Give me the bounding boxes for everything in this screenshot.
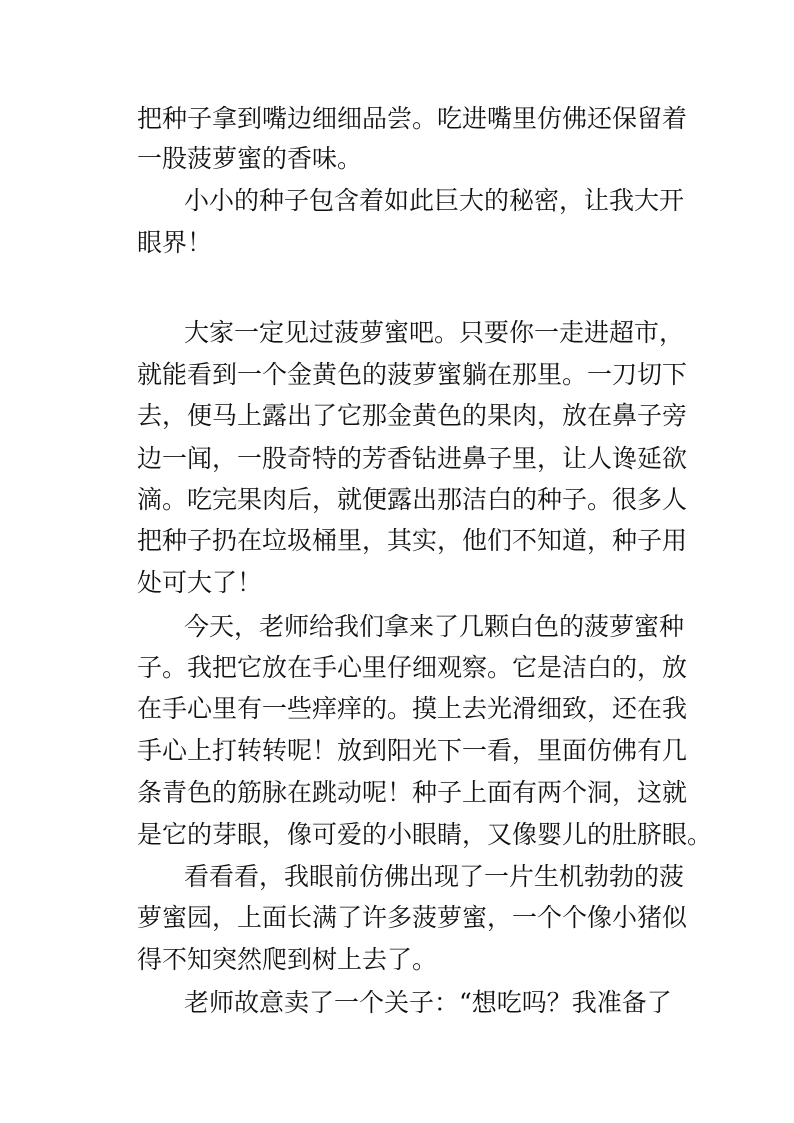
text-line: 条青色的筋脉在跳动呢！种子上面有两个洞，这就 [137, 778, 688, 807]
text-line: 得不知突然爬到树上去了。 [137, 945, 438, 974]
text-line: 眼界！ [137, 228, 213, 257]
text-line: 把种子拿到嘴边细细品尝。吃进嘴里仿佛还保留着 [137, 104, 688, 133]
text-line: 萝蜜园，上面长满了许多菠萝蜜，一个个像小猪似 [137, 903, 688, 932]
text-line: 就能看到一个金黄色的菠萝蜜躺在那里。一刀切下 [137, 360, 688, 389]
text-line: 在手心里有一些痒痒的。摸上去光滑细致，还在我 [137, 694, 688, 723]
text-line: 把种子扔在垃圾桶里，其实，他们不知道，种子用 [137, 526, 688, 555]
text-line: 今天，老师给我们拿来了几颗白色的菠萝蜜种 [184, 612, 685, 641]
text-line: 看看看，我眼前仿佛出现了一片生机勃勃的菠 [184, 862, 685, 891]
text-line: 大家一定见过菠萝蜜吧。只要你一走进超市， [184, 318, 685, 347]
text-line: 去，便马上露出了它那金黄色的果肉，放在鼻子旁 [137, 401, 688, 430]
text-line: 小小的种子包含着如此巨大的秘密，让我大开 [184, 186, 685, 215]
text-line: 边一闻，一股奇特的芳香钻进鼻子里，让人谗延欲 [137, 444, 688, 473]
text-line: 是它的芽眼，像可爱的小眼睛，又像婴儿的肚脐眼。 [137, 820, 713, 849]
text-line: 一股菠萝蜜的香味。 [137, 144, 363, 173]
text-line: 老师故意卖了一个关子：“想吃吗？我准备了 [184, 988, 672, 1017]
text-line: 子。我把它放在手心里仔细观察。它是洁白的，放 [137, 653, 688, 682]
text-line: 处可大了！ [137, 568, 263, 597]
text-line: 滴。吃完果肉后，就便露出那洁白的种子。很多人 [137, 485, 688, 514]
text-line: 手心上打转转呢！放到阳光下一看，里面仿佛有几 [137, 736, 688, 765]
